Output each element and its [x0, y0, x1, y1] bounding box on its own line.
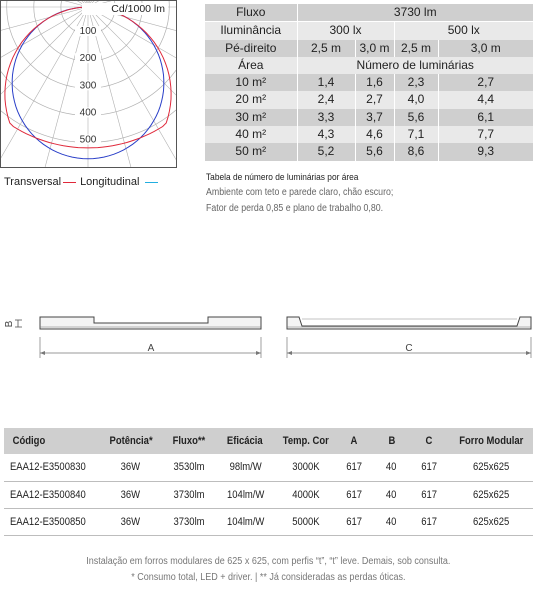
product-row [4, 454, 533, 481]
value-cell: 2,3 [394, 74, 438, 91]
area-cell: 20 m² [205, 91, 297, 108]
product-code: EAA12-E3500830 [10, 461, 86, 474]
iluminancia-300: 300 lx [297, 22, 394, 40]
value-cell: 4,3 [297, 126, 355, 143]
height-cell: 3,0 m [438, 40, 533, 57]
legend-longitudinal-swatch [145, 182, 158, 183]
area-header-row [205, 57, 533, 74]
area-cell: 30 m² [205, 109, 297, 126]
value-cell: 2,7 [438, 74, 533, 91]
iluminancia-row [205, 22, 533, 40]
area-row [205, 74, 533, 91]
product-dim-a: 617 [346, 461, 363, 474]
iluminancia-label: Iluminância [205, 22, 297, 40]
product-efficacy: 98lm/W [229, 461, 262, 474]
product-flux: 3730lm [161, 508, 216, 535]
product-power: 36W [100, 481, 161, 508]
header-potencia: Potência* [100, 428, 161, 454]
iluminancia-500: 500 lx [394, 22, 533, 40]
product-color-temp: 4000K [275, 481, 337, 508]
value-cell: 3,7 [355, 109, 394, 126]
product-dim-b: 40 [373, 508, 411, 535]
value-cell: 5,2 [297, 143, 355, 160]
polar-unit-label: Cd/1000 lm [111, 3, 165, 15]
area-label: Área [205, 57, 297, 74]
dimension-drawing [0, 300, 537, 375]
footnote-installation: Instalação em forros modulares de 625 x 625, com perfis “t”, “t” leve. Demais, sob consulta. [86, 556, 451, 567]
value-cell: 5,6 [355, 143, 394, 160]
header-a: A [336, 428, 372, 454]
product-code: EAA12-E3500850 [4, 508, 100, 535]
header-c: C [410, 428, 448, 454]
numero-label: Número de luminárias [297, 57, 533, 74]
area-cell: 10 m² [205, 74, 297, 91]
dimension-b-label: B [4, 320, 15, 328]
product-ceiling: 625x625 [449, 481, 533, 508]
value-cell: 4,6 [355, 126, 394, 143]
dimension-a-label: A [147, 343, 155, 354]
legend-longitudinal-label: Longitudinal [80, 176, 140, 188]
ring-label: 100 [79, 26, 97, 38]
polar-diagram [0, 0, 178, 168]
header-forro-modular: Forro Modular [449, 428, 533, 454]
product-row [4, 481, 533, 508]
ring-label: 300 [79, 80, 97, 92]
ring-label: 500 [79, 134, 97, 146]
value-cell: 8,6 [394, 143, 438, 160]
value-cell: 3,3 [297, 109, 355, 126]
product-code: EAA12-E3500840 [4, 481, 100, 508]
table-caption: Tabela de número de luminárias por área [206, 172, 359, 183]
area-row [205, 109, 533, 126]
front-view [40, 317, 261, 329]
value-cell: 6,1 [438, 109, 533, 126]
pe-direito-row [205, 40, 533, 57]
value-cell: 9,3 [438, 143, 533, 160]
header-eficacia: Eficácia [216, 428, 275, 454]
product-efficacy: 104lm/W [216, 508, 275, 535]
product-row [4, 508, 533, 535]
product-power: 36W [120, 461, 141, 474]
ring-label: 400 [79, 107, 97, 119]
height-cell: 2,5 m [394, 40, 438, 57]
legend-transversal-label: Transversal [4, 176, 62, 188]
product-dim-b: 40 [386, 461, 397, 474]
table-note-2: Fator de perda 0,85 e plano de trabalho 0,80. [206, 203, 384, 214]
product-dim-a: 617 [336, 481, 372, 508]
product-dim-c: 617 [421, 461, 438, 474]
value-cell: 4,0 [394, 91, 438, 108]
value-cell: 5,6 [394, 109, 438, 126]
dimension-b [4, 320, 22, 327]
product-power: 36W [100, 508, 161, 535]
dimension-c-label: C [405, 343, 413, 354]
height-cell: 2,5 m [297, 40, 355, 57]
luminaires-table [205, 4, 533, 161]
pe-direito-label: Pé-direito [205, 40, 297, 57]
header-codigo: Código [4, 428, 100, 454]
product-color-temp: 5000K [275, 508, 337, 535]
polar-legend [4, 176, 162, 188]
area-row [205, 91, 533, 108]
product-dim-b: 40 [373, 481, 411, 508]
header-fluxo: Fluxo** [161, 428, 216, 454]
product-ceiling: 625x625 [449, 508, 533, 535]
dimension-a [40, 337, 261, 358]
side-view [287, 317, 531, 329]
product-flux: 3530lm [173, 461, 205, 474]
product-dim-c: 617 [410, 508, 448, 535]
value-cell: 1,4 [297, 74, 355, 91]
value-cell: 2,4 [297, 91, 355, 108]
product-efficacy: 104lm/W [216, 481, 275, 508]
header-temp-cor: Temp. Cor [275, 428, 337, 454]
legend-transversal-swatch [63, 182, 76, 183]
product-table [4, 428, 533, 536]
area-cell: 50 m² [205, 143, 297, 160]
value-cell: 7,7 [438, 126, 533, 143]
header-b: B [373, 428, 411, 454]
value-cell: 2,7 [355, 91, 394, 108]
product-dim-c: 617 [410, 481, 448, 508]
product-ceiling: 625x625 [472, 461, 509, 474]
area-row [205, 126, 533, 143]
product-color-temp: 3000K [291, 461, 320, 474]
fluxo-value: 3730 lm [297, 4, 533, 22]
value-cell: 7,1 [394, 126, 438, 143]
product-dim-a: 617 [336, 508, 372, 535]
value-cell: 1,6 [355, 74, 394, 91]
table-note-1: Ambiente com teto e parede claro, chão escuro; [206, 187, 394, 198]
footnote-consumption: * Consumo total, LED + driver. | ** Já consideradas as perdas óticas. [131, 572, 406, 583]
area-row [205, 143, 533, 160]
area-cell: 40 m² [205, 126, 297, 143]
product-table-header [4, 428, 533, 454]
value-cell: 4,4 [438, 91, 533, 108]
fluxo-row [205, 4, 533, 22]
height-cell: 3,0 m [355, 40, 394, 57]
fluxo-label: Fluxo [205, 4, 297, 22]
dimension-c [287, 337, 531, 358]
ring-label: 200 [79, 53, 97, 65]
product-flux: 3730lm [161, 481, 216, 508]
